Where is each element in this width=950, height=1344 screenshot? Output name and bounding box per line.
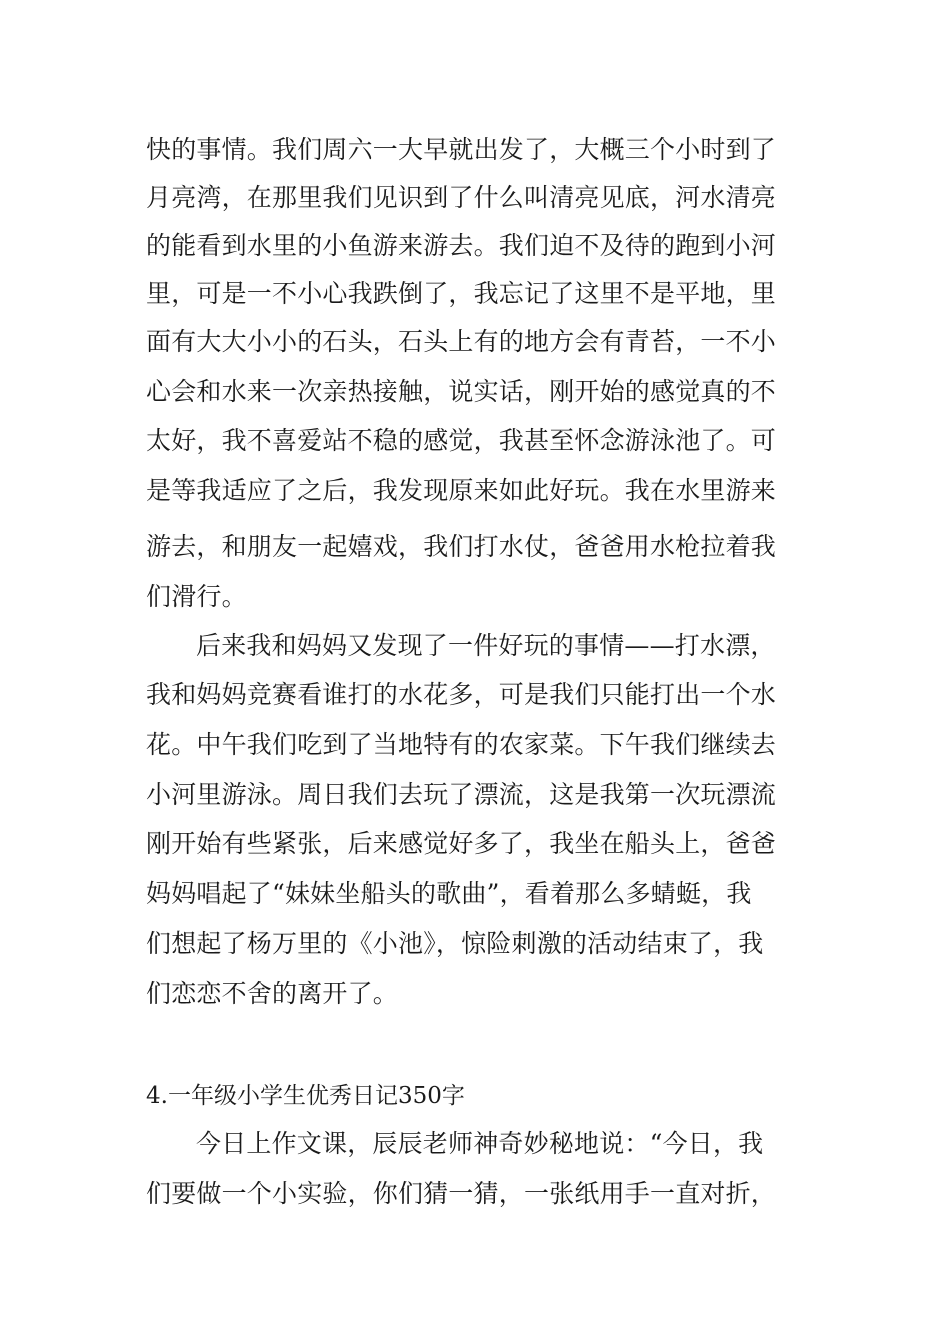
paragraph-line: 面有大大小小的石头，石头上有的地方会有青苔，一不小	[146, 327, 777, 356]
section-heading: 4.一年级小学生优秀日记350字	[146, 1083, 465, 1109]
paragraph-line: 太好，我不喜爱站不稳的感觉，我甚至怀念游泳池了。可	[146, 426, 777, 455]
paragraph-line: 妈妈唱起了“妹妹坐船头的歌曲”，看着那么多蜻蜓，我	[146, 879, 752, 908]
paragraph-line: 花。中午我们吃到了当地特有的农家菜。下午我们继续去	[146, 730, 777, 759]
paragraph-line: 的能看到水里的小鱼游来游去。我们迫不及待的跑到小河	[146, 231, 777, 260]
paragraph-line: 们想起了杨万里的《小池》，惊险刺激的活动结束了，我	[146, 929, 764, 958]
paragraph-line: 里，可是一不小心我跌倒了，我忘记了这里不是平地，里	[146, 279, 777, 308]
paragraph-line: 小河里游泳。周日我们去玩了漂流，这是我第一次玩漂流	[146, 780, 777, 809]
paragraph-line: 心会和水来一次亲热接触，说实话，刚开始的感觉真的不	[146, 377, 777, 406]
paragraph-line: 们恋恋不舍的离开了。	[146, 979, 399, 1008]
paragraph-line: 游去，和朋友一起嬉戏，我们打水仗，爸爸用水枪拉着我	[146, 532, 777, 561]
paragraph-line: 们要做一个小实验，你们猜一猜，一张纸用手一直对折，	[146, 1179, 777, 1208]
paragraph-line: 后来我和妈妈又发现了一件好玩的事情——打水漂，	[196, 631, 776, 660]
paragraph-line: 刚开始有些紧张，后来感觉好多了，我坐在船头上，爸爸	[146, 829, 777, 858]
paragraph-line: 快的事情。我们周六一大早就出发了，大概三个小时到了	[146, 135, 777, 164]
paragraph-line: 我和妈妈竞赛看谁打的水花多，可是我们只能打出一个水	[146, 680, 777, 709]
paragraph-line: 月亮湾，在那里我们见识到了什么叫清亮见底，河水清亮	[146, 183, 777, 212]
paragraph-line: 今日上作文课，辰辰老师神奇妙秘地说：“今日，我	[196, 1129, 764, 1158]
paragraph-line: 们滑行。	[146, 582, 247, 611]
paragraph-line: 是等我适应了之后，我发现原来如此好玩。我在水里游来	[146, 476, 777, 505]
